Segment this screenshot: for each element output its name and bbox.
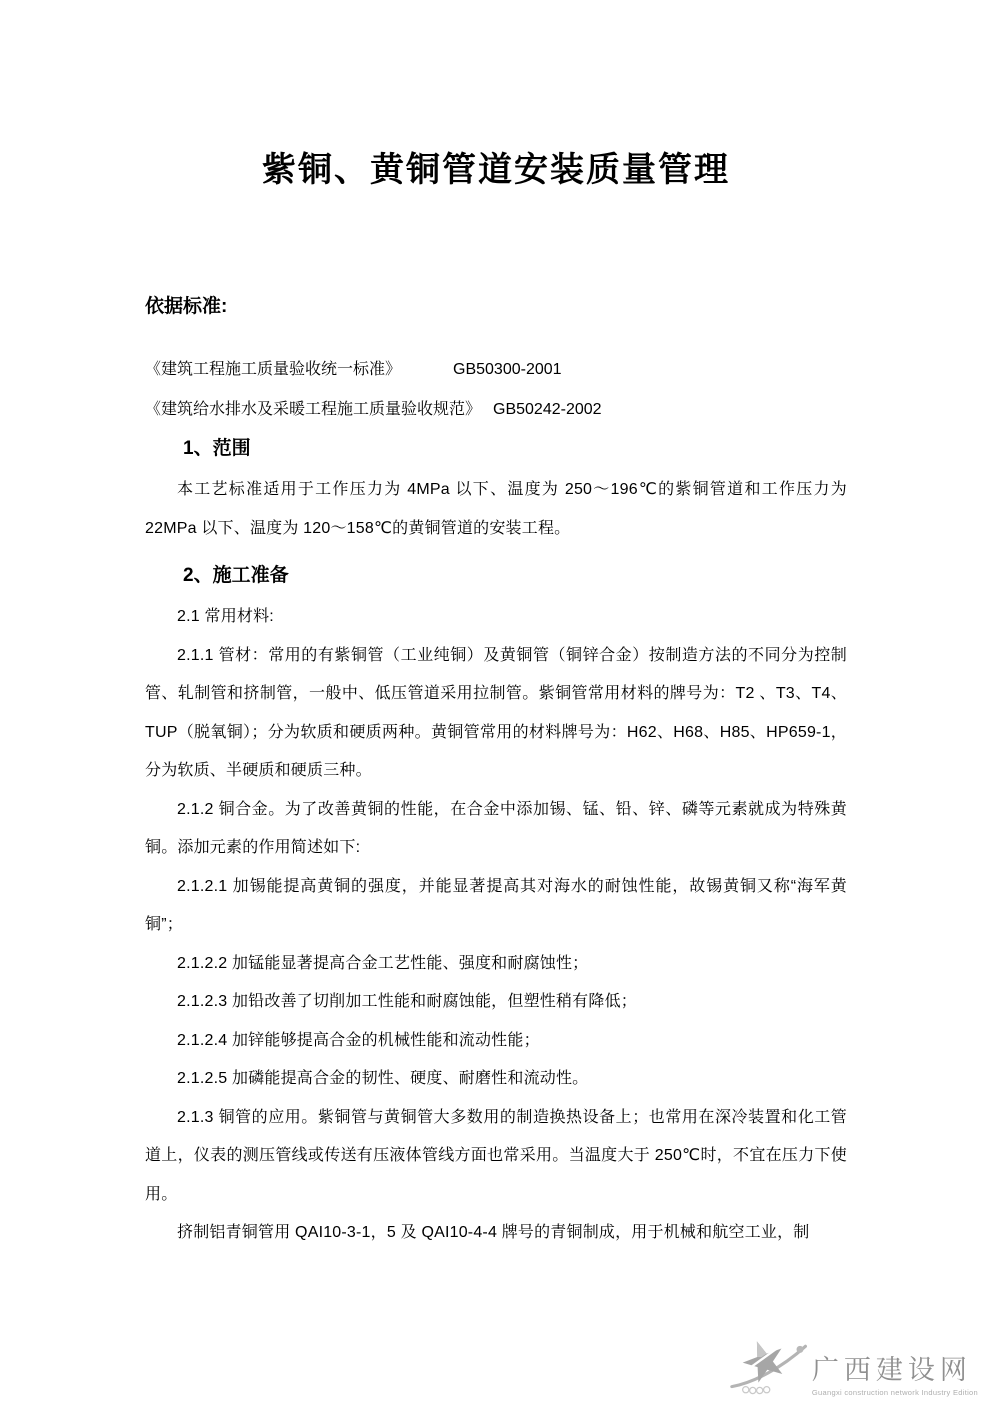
paragraph: 2.1.2.1 加锡能提高黄铜的强度，并能显著提高其对海水的耐蚀性能，故锡黄铜又称“海军黄铜”； [145,877,847,933]
standard-code: GB50242-2002 [493,401,602,418]
standard-reference-line [145,398,847,421]
standard-name: 《建筑给水排水及采暖工程施工质量验收规范》 [145,401,482,418]
logo-title: 广西建设网 [811,1355,972,1385]
standard-code: GB50300-2001 [453,361,562,378]
watermark-logo [730,1337,978,1399]
logo-subtitle: Guangxi construction network Industry Edition [811,1388,978,1397]
paragraph: 2.1.2.2 加锰能显著提高合金工艺性能、强度和耐腐蚀性； [177,954,589,972]
paragraph: 2.1.1 管材：常用的有紫铜管（工业纯铜）及黄铜管（铜锌合金）按制造方法的不同分为控制管、轧制管和挤制管，一般中、低压管道采用拉制管。紫铜管常用材料的牌号为：T2 、T3、T4、TUP（脱氧铜）；分为软质和硬质两种。黄铜管常用的材料牌号为：H62、H68、H85、HP659-1，分为软质、半硬质和硬质三种。 [145,646,847,779]
paragraph: 2.1.2.4 加锌能够提高合金的机械性能和流动性能； [177,1031,540,1049]
paragraph: 2.1.3 铜管的应用。紫铜管与黄铜管大多数用的制造换热设备上；也常用在深冷装置和化工管道上，仪表的测压管线或传送有压液体管线方面也常采用。当温度大于 250℃时，不宜在压力下使用。 [145,1108,847,1203]
document-body [145,294,847,1253]
section-heading: 2、施工准备 [183,565,289,586]
paragraph: 2.1.2.3 加铅改善了切削加工性能和耐腐蚀能，但塑性稍有降低； [177,993,637,1010]
logo-text-block [812,1355,978,1399]
section-heading: 1、范围 [183,438,251,459]
standard-reference-line [145,358,847,381]
standard-name: 《建筑工程施工质量验收统一标准》 [145,361,402,378]
paragraph: 2.1.2 铜合金。为了改善黄铜的性能，在合金中添加锡、锰、铅、锌、磷等元素就成为特殊黄铜。添加元素的作用简述如下: [145,800,847,856]
basis-heading: 依据标准: [145,296,228,317]
paragraph: 2.1.2.5 加磷能提高合金的韧性、硬度、耐磨性和流动性。 [177,1070,589,1087]
paragraph: 2.1 常用材料: [177,608,274,625]
page-title: 紫铜、黄铜管道安装质量管理 [262,151,730,189]
paragraph: 挤制铝青铜管用 QAI10-3-1，5 及 QAI10-4-4 牌号的青铜制成，用于机械和航空工业，制 [177,1224,810,1241]
paragraph: 本工艺标准适用于工作压力为 4MPa 以下、温度为 250～196℃的紫铜管道和工作压力为 22MPa 以下、温度为 120～158℃的黄铜管道的安装工程。 [145,481,847,537]
star-logo-icon [730,1337,808,1399]
